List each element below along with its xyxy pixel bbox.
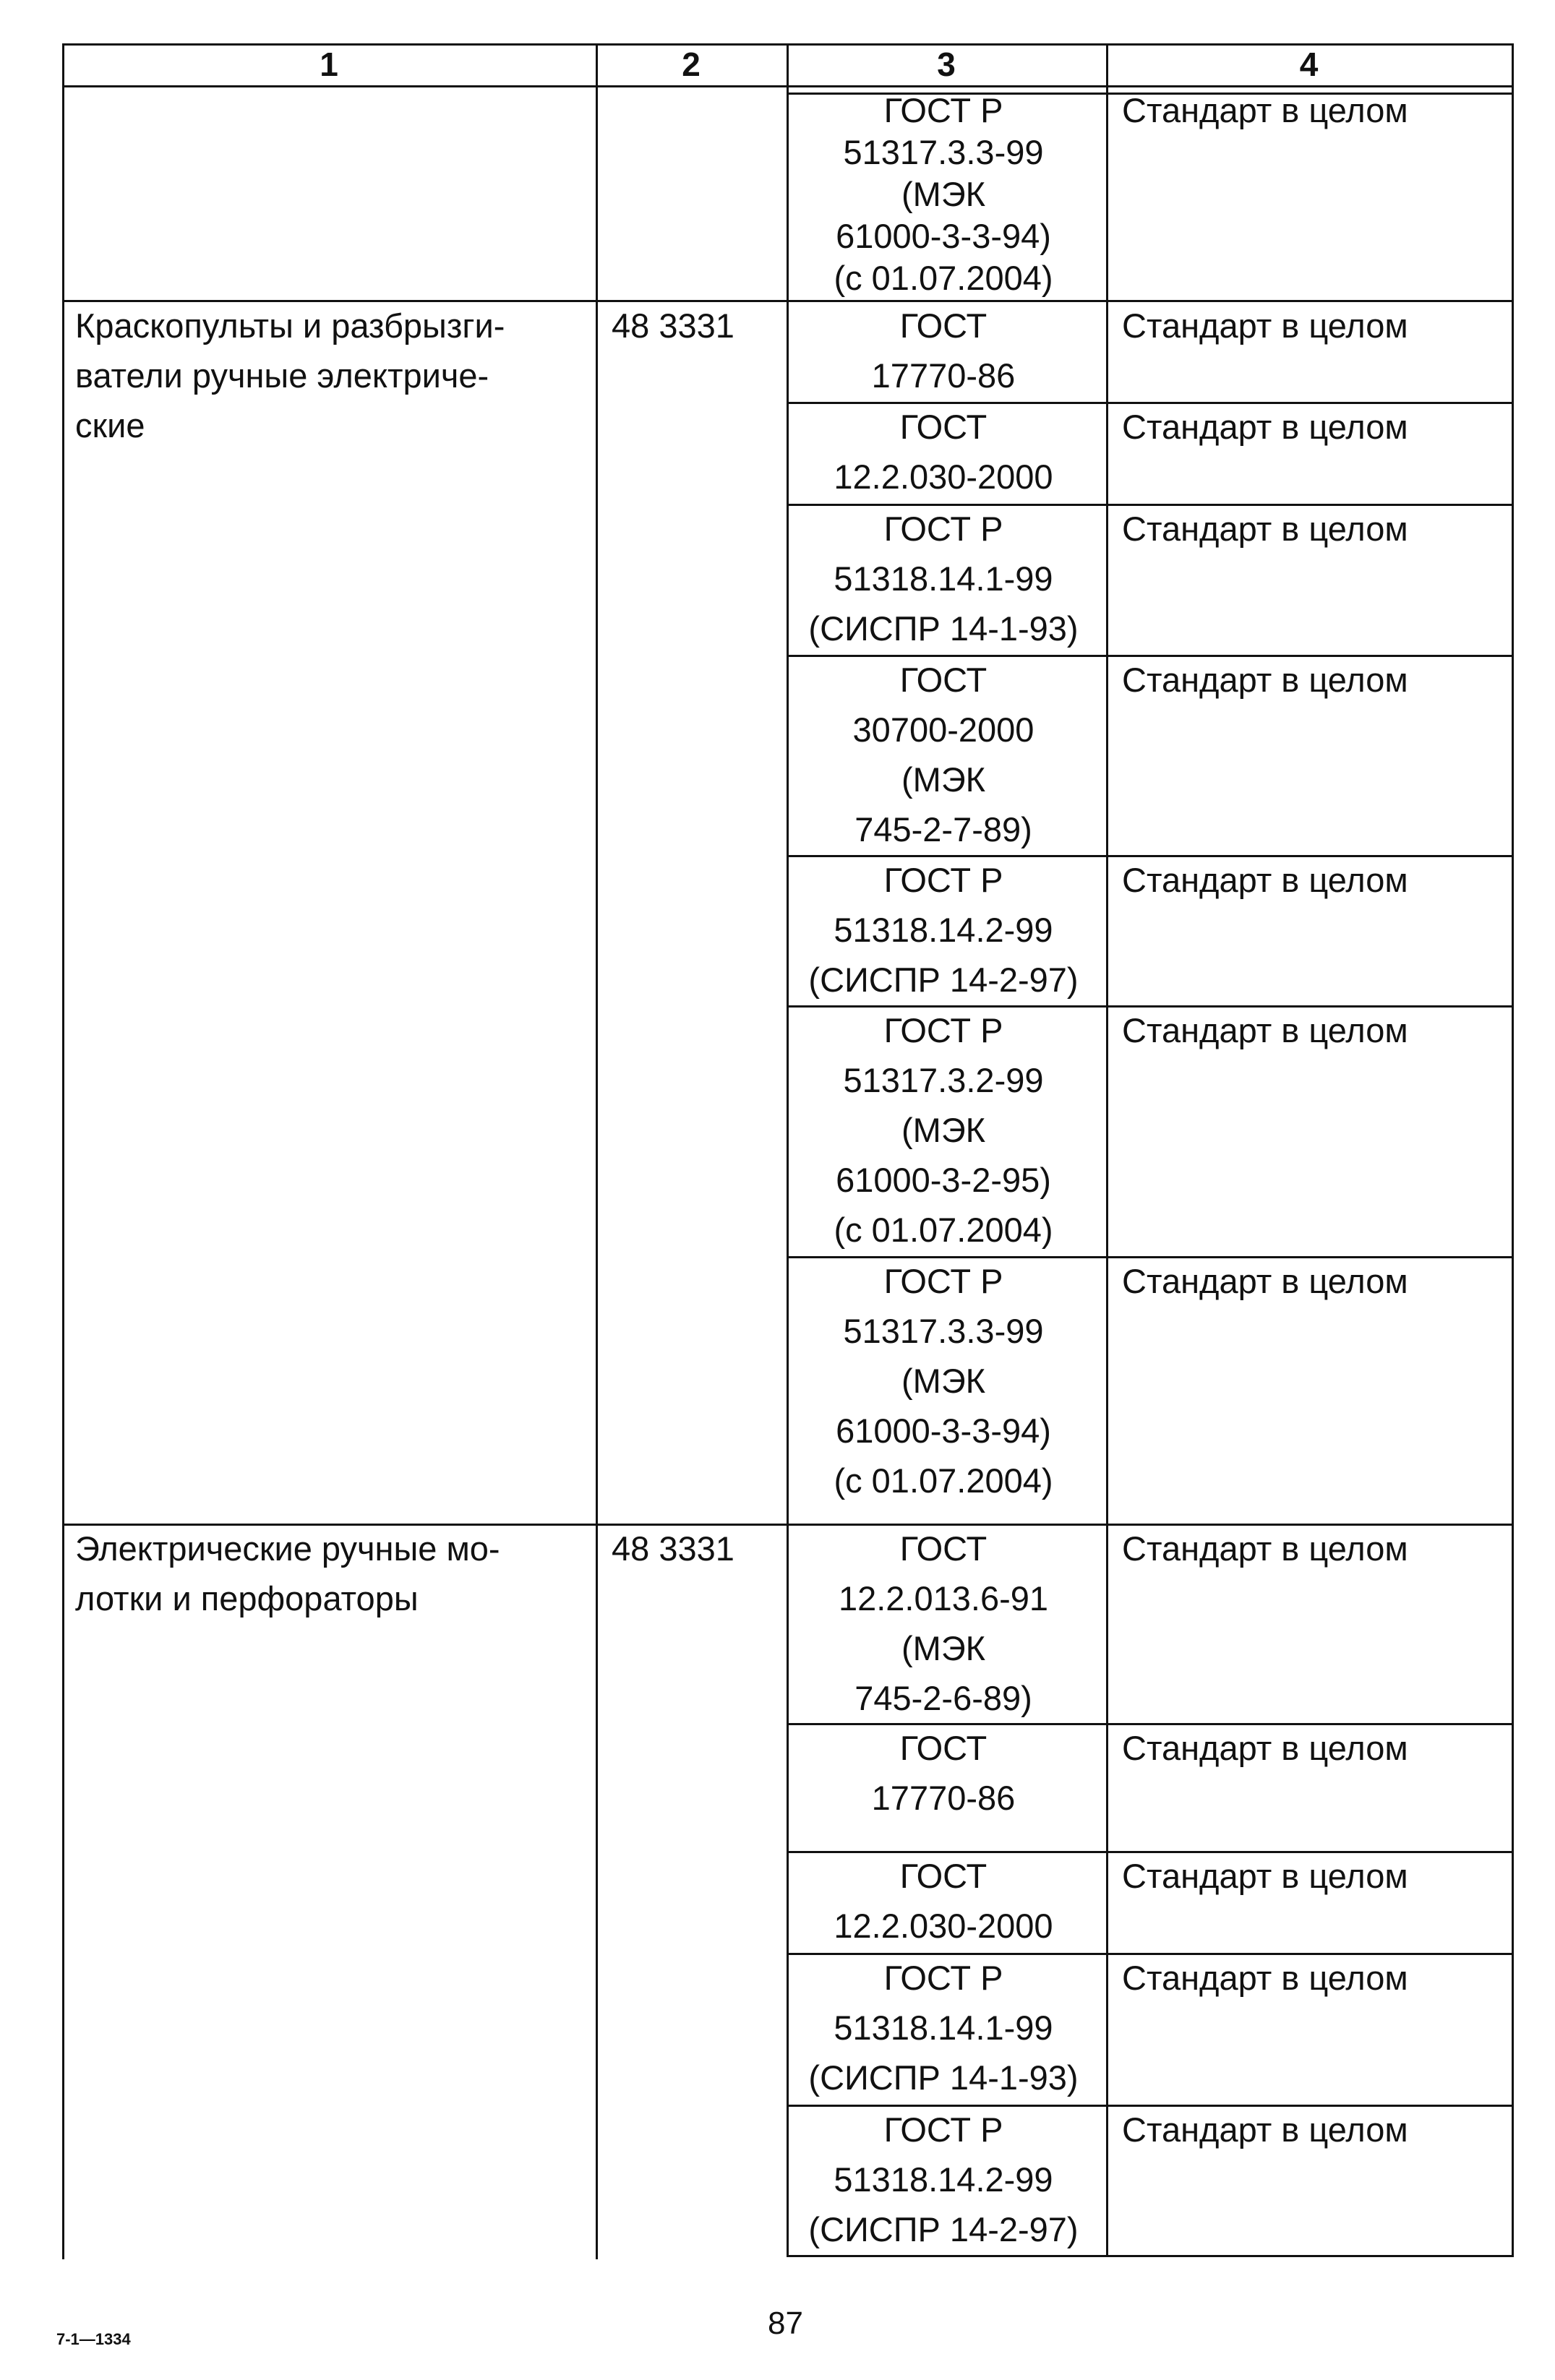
standard-scope-cell: Стандарт в целом bbox=[1122, 510, 1408, 548]
table-right-border bbox=[1512, 43, 1514, 2255]
product-code-cell: 48 3331 bbox=[612, 1529, 734, 1568]
column-header-4: 4 bbox=[1299, 46, 1319, 83]
table-bottom-border bbox=[787, 2255, 1514, 2257]
col4-left-border bbox=[1106, 43, 1108, 2255]
page-number: 87 bbox=[768, 2306, 803, 2341]
standard-doc-cell: ГОСТ Р 51318.14.1-99 (СИСПР 14-1-93) bbox=[808, 1959, 1079, 2097]
standard-doc-cell: ГОСТ 30700-2000 (МЭК 745-2-7-89) bbox=[852, 661, 1034, 849]
standard-scope-cell: Стандарт в целом bbox=[1122, 408, 1408, 446]
standard-scope-cell: Стандарт в целом bbox=[1122, 861, 1408, 899]
standard-scope-cell: Стандарт в целом bbox=[1122, 91, 1408, 129]
standard-scope-cell: Стандарт в целом bbox=[1122, 2110, 1408, 2149]
column-header-2: 2 bbox=[682, 46, 701, 83]
standard-scope-cell: Стандарт в целом bbox=[1122, 1529, 1408, 1568]
column-header-1: 1 bbox=[320, 46, 338, 83]
standard-doc-cell: ГОСТ Р 51317.3.3-99 (МЭК 61000-3-3-94) (с 01.07.2004) bbox=[834, 1262, 1053, 1500]
standard-scope-cell: Стандарт в целом bbox=[1122, 306, 1408, 345]
standard-doc-cell: ГОСТ Р 51317.3.2-99 (МЭК 61000-3-2-95) (с 01.07.2004) bbox=[834, 1011, 1053, 1249]
standard-doc-cell: ГОСТ 17770-86 bbox=[871, 306, 1016, 395]
standard-scope-cell: Стандарт в целом bbox=[1122, 1011, 1408, 1049]
standard-scope-cell: Стандарт в целом bbox=[1122, 1262, 1408, 1300]
standard-doc-cell: ГОСТ 12.2.013.6-91 (МЭК 745-2-6-89) bbox=[838, 1529, 1049, 1717]
standard-doc-cell: ГОСТ Р 51318.14.2-99 (СИСПР 14-2-97) bbox=[808, 2110, 1079, 2248]
product-name-cell: Электрические ручные мо- лотки и перфораторы bbox=[75, 1529, 500, 1618]
standard-doc-cell: ГОСТ Р 51317.3.3-99 (МЭК 61000-3-3-94) (с 01.07.2004) bbox=[834, 91, 1053, 297]
standard-scope-cell: Стандарт в целом bbox=[1122, 1857, 1408, 1895]
product-name-cell: Краскопульты и разбрызги- ватели ручные электриче- ские bbox=[75, 306, 505, 444]
standard-doc-cell: ГОСТ Р 51318.14.1-99 (СИСПР 14-1-93) bbox=[808, 510, 1079, 648]
standard-doc-cell: ГОСТ 12.2.030-2000 bbox=[834, 408, 1053, 496]
standard-doc-cell: ГОСТ Р 51318.14.2-99 (СИСПР 14-2-97) bbox=[808, 861, 1079, 999]
col1-left-border bbox=[62, 43, 64, 2259]
print-code: 7-1—1334 bbox=[56, 2330, 131, 2348]
standard-scope-cell: Стандарт в целом bbox=[1122, 1729, 1408, 1767]
product-code-cell: 48 3331 bbox=[612, 306, 734, 345]
column-header-3: 3 bbox=[937, 46, 956, 83]
col2-left-border bbox=[596, 43, 598, 2259]
standard-doc-cell: ГОСТ 12.2.030-2000 bbox=[834, 1857, 1053, 1945]
standard-scope-cell: Стандарт в целом bbox=[1122, 1959, 1408, 1997]
standard-scope-cell: Стандарт в целом bbox=[1122, 661, 1408, 699]
standard-doc-cell: ГОСТ 17770-86 bbox=[871, 1729, 1016, 1817]
